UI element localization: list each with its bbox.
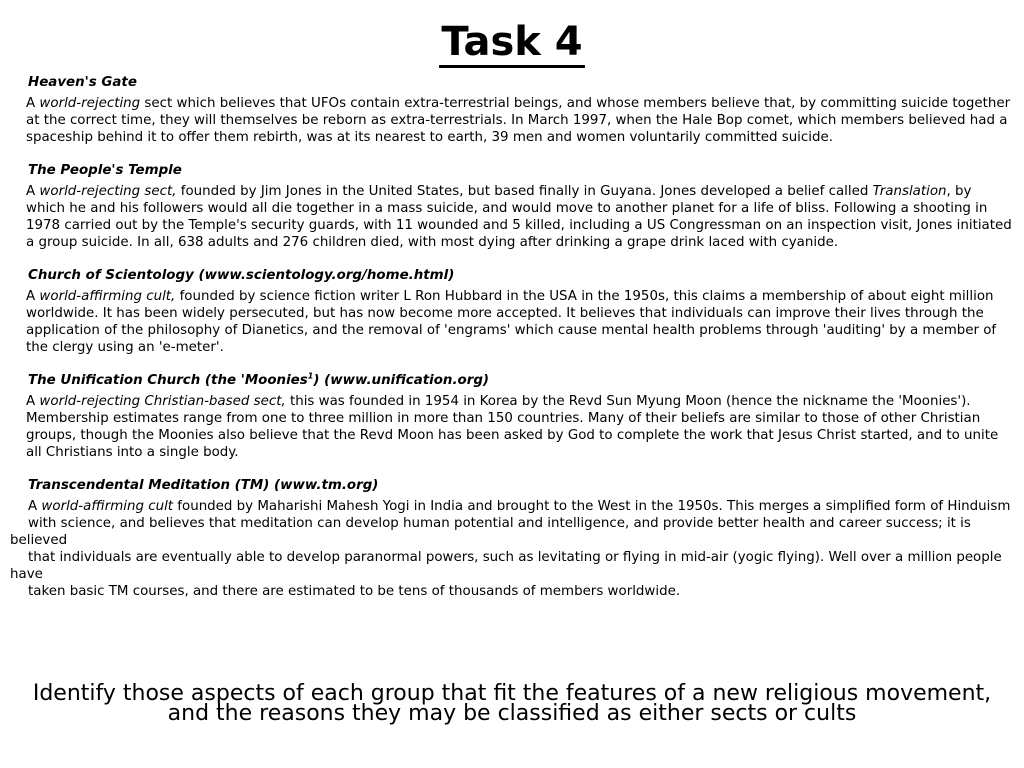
section-heading-scientology: Church of Scientology (www.scientology.org/home.html) bbox=[28, 268, 455, 283]
section-text-tm-line-2: with science, and believes that meditation can develop human potential and intelligence, and provide better health and career success; it is believed bbox=[10, 516, 971, 548]
section-heading-peoples-temple: The People's Temple bbox=[28, 163, 182, 178]
section-text-peoples-temple: A world-rejecting sect, founded by Jim Jones in the United States, but based finally in Guyana. Jones developed a belief called Translation, by which he and his followers would all die together in a mass suicide, and would move to another planet for a life of bliss. Following a shooting in 1978 carried out by the Temple's security guards, with 11 wounded and 5 killed, including a US Congressman on an inspection visit, Jones initiated a group suicide. In all, 638 adults and 276 children died, with most dying after drinking a grape drink laced with cyanide. bbox=[26, 184, 1012, 250]
section-text-scientology: A world-affirming cult, founded by science fiction writer L Ron Hubbard in the USA in the 1950s, this claims a membership of about eight million worldwide. It has been widely persecuted, but has now become more accepted. It believes that individuals can improve their lives through the application of the philosophy of Dianetics, and the removal of 'engrams' which cause mental health problems through 'auditing' by a member of the clergy using an 'e-meter'. bbox=[26, 289, 997, 355]
section-text-unification-church: A world-rejecting Christian-based sect, this was founded in 1954 in Korea by the Revd Sun Myung Moon (hence the nickname the 'Moonies'). Membership estimates range from one to three million in more than 150 countries. Many of their beliefs are similar to those of other Christian groups, though the Moonies also believe that the Revd Moon has been asked by God to complete the work that Jesus Christ started, and to unite all Christians into a single body. bbox=[26, 394, 999, 460]
section-text-tm-line-3: that individuals are eventually able to develop paranormal powers, such as levitating or flying in mid-air (yogic flying). Well over a million people have bbox=[10, 550, 1002, 582]
section-heading-tm: Transcendental Meditation (TM) (www.tm.org) bbox=[28, 478, 379, 493]
section-text-tm-line-1: A world-affirming cult founded by Maharishi Mahesh Yogi in India and brought to the West in the 1950s. This merges a simplified form of Hinduism bbox=[28, 499, 1011, 514]
page-title bbox=[0, 16, 1024, 68]
section-text-tm-line-4: taken basic TM courses, and there are estimated to be tens of thousands of members worldwide. bbox=[28, 584, 681, 599]
section-heading-unification-church: The Unification Church (the 'Moonies$^1$) (www.unification.org) bbox=[28, 371, 490, 388]
content-body bbox=[10, 74, 1012, 600]
title-text: Task 4 bbox=[439, 19, 584, 68]
section-text-heavens-gate: A world-rejecting sect which believes that UFOs contain extra-terrestrial beings, and whose members believe that, by committing suicide together at the correct time, they will themselves be reborn as extra-terrestrials. In March 1997, when the Hale Bop comet, which members believed had a spaceship behind it to offer them rebirth, was at its nearest to earth, 39 men and women voluntarily committed suicide. bbox=[26, 96, 1011, 145]
task-question: Identify those aspects of each group that fit the features of a new religious movement, and the reasons they may be classified as either sects or cults bbox=[32, 681, 992, 726]
section-heading-heavens-gate: Heaven's Gate bbox=[28, 75, 137, 90]
